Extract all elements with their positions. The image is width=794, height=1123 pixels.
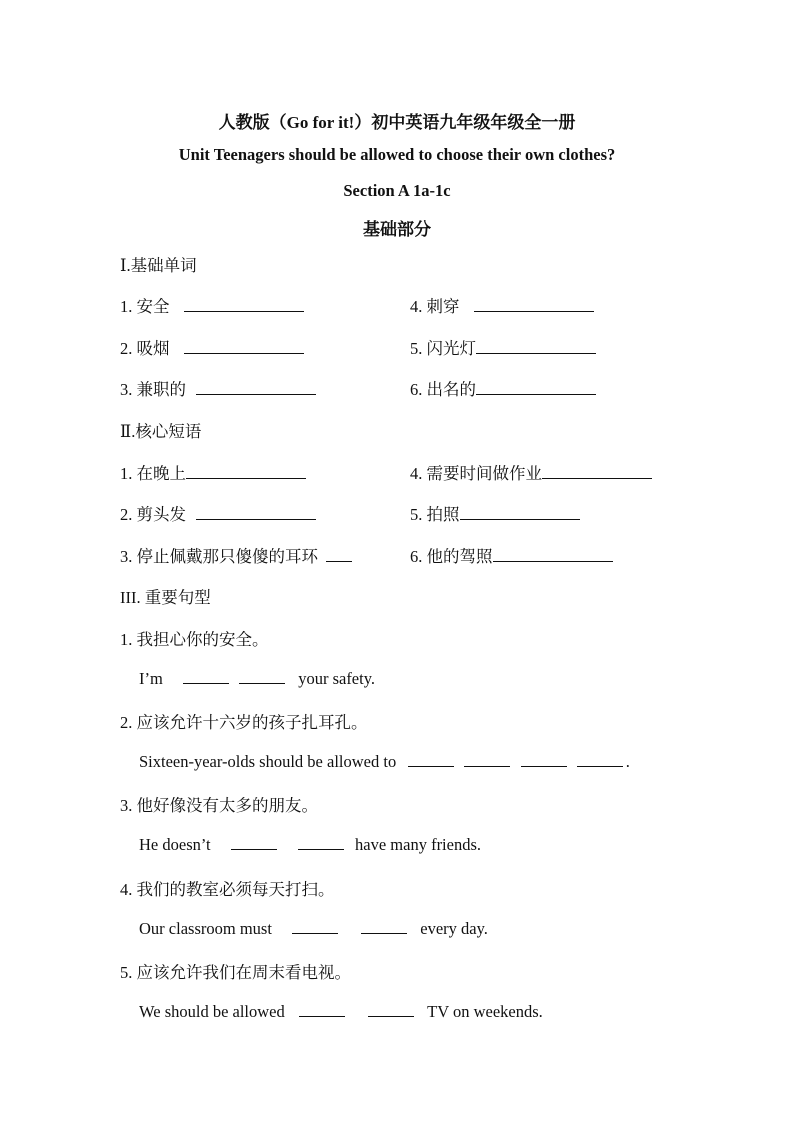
phrase-item: 6. 他的驾照	[410, 543, 616, 567]
vocab-item: 5. 闪光灯	[410, 335, 599, 359]
answer-blank[interactable]	[239, 668, 285, 684]
answer-blank[interactable]	[577, 751, 623, 767]
phrase-item: 4. 需要时间做作业	[410, 460, 655, 484]
sentence-cn: 1. 我担心你的安全。	[120, 630, 269, 649]
vocab-heading: Ⅰ.基础单词	[120, 256, 197, 275]
phrases-heading: Ⅱ.核心短语	[120, 422, 202, 441]
answer-blank[interactable]	[460, 504, 580, 520]
answer-blank[interactable]	[361, 918, 407, 934]
answer-blank[interactable]	[493, 546, 613, 562]
answer-blank[interactable]	[542, 463, 652, 479]
answer-blank[interactable]	[298, 834, 344, 850]
phrase-item: 1. 在晚上	[120, 460, 309, 484]
sentence-en: We should be allowed TV on weekends.	[139, 1002, 543, 1021]
answer-blank[interactable]	[464, 751, 510, 767]
sentence-cn: 2. 应该允许十六岁的孩子扎耳孔。	[120, 713, 368, 732]
answer-blank[interactable]	[476, 379, 596, 395]
sentences-heading: III. 重要句型	[120, 588, 211, 607]
vocab-item: 2. 吸烟	[120, 335, 307, 359]
vocab-item: 3. 兼职的	[120, 376, 319, 400]
sentence-en: Our classroom must every day.	[139, 919, 488, 938]
answer-blank[interactable]	[476, 338, 596, 354]
answer-blank[interactable]	[326, 546, 352, 562]
phrase-item: 2. 剪头发	[120, 501, 319, 525]
vocab-item: 1. 安全	[120, 293, 307, 317]
answer-blank[interactable]	[521, 751, 567, 767]
document-title: 人教版（Go for it!）初中英语九年级年级全一册	[218, 113, 576, 132]
answer-blank[interactable]	[299, 1001, 345, 1017]
answer-blank[interactable]	[183, 668, 229, 684]
vocab-item: 4. 刺穿	[410, 293, 597, 317]
answer-blank[interactable]	[196, 379, 316, 395]
section-title: Section A 1a-1c	[343, 181, 451, 200]
sentence-en: Sixteen-year-olds should be allowed to .	[139, 752, 630, 771]
phrase-item: 3. 停止佩戴那只傻傻的耳环	[120, 543, 355, 567]
vocab-item: 6. 出名的	[410, 376, 599, 400]
answer-blank[interactable]	[408, 751, 454, 767]
answer-blank[interactable]	[196, 504, 316, 520]
sentence-cn: 5. 应该允许我们在周末看电视。	[120, 963, 351, 982]
sentence-cn: 3. 他好像没有太多的朋友。	[120, 796, 318, 815]
sentence-en: I’m your safety.	[139, 669, 376, 688]
sentence-en: He doesn’t have many friends.	[139, 835, 482, 854]
answer-blank[interactable]	[292, 918, 338, 934]
answer-blank[interactable]	[186, 463, 306, 479]
sentence-cn: 4. 我们的教室必须每天打扫。	[120, 880, 335, 899]
phrase-item: 5. 拍照	[410, 501, 583, 525]
answer-blank[interactable]	[184, 338, 304, 354]
part-title: 基础部分	[363, 220, 431, 239]
answer-blank[interactable]	[184, 296, 304, 312]
answer-blank[interactable]	[368, 1001, 414, 1017]
unit-title: Unit Teenagers should be allowed to choose their own clothes?	[178, 145, 616, 164]
answer-blank[interactable]	[474, 296, 594, 312]
answer-blank[interactable]	[231, 834, 277, 850]
